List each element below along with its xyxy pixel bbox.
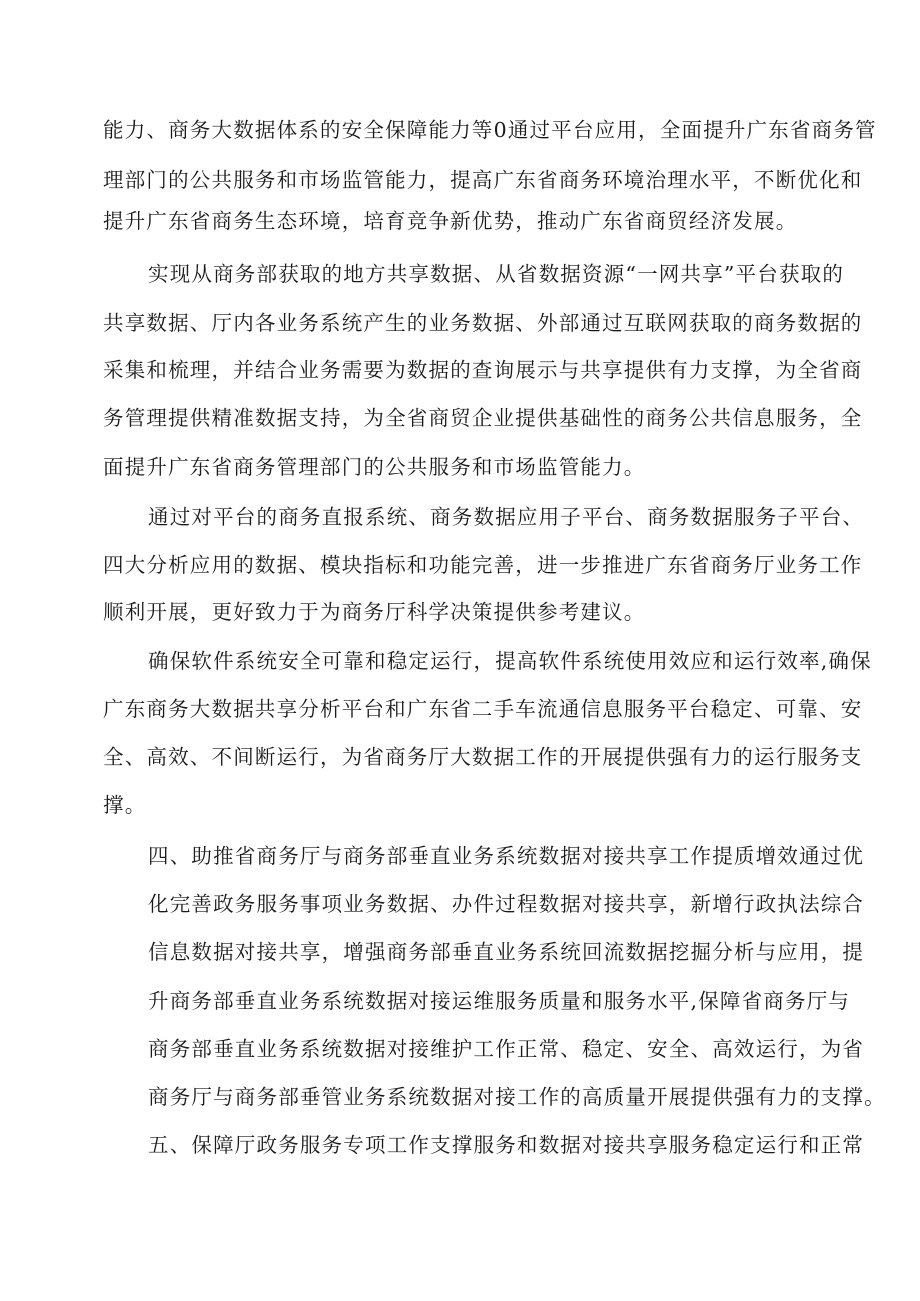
text-line: 广东商务大数据共享分析平台和广东省二手车流通信息服务平台稳定、可靠、安 bbox=[103, 697, 863, 721]
text-line: 撑。 bbox=[103, 793, 147, 817]
text-line: 顺利开展，更好致力于为商务厅科学决策提供参考建议。 bbox=[103, 600, 646, 624]
text-line: 升商务部垂直业务系统数据对接运维服务质量和服务水平,保障省商务厅与 bbox=[148, 989, 851, 1013]
text-line: 化完善政务服务事项业务数据、办件过程数据对接共享，新增行政执法综合 bbox=[148, 892, 865, 916]
text-line: 理部门的公共服务和市场监管能力，提高广东省商务环境治理水平，不断优化和 bbox=[103, 168, 863, 192]
text-line: 五、保障厅政务服务专项工作支撑服务和数据对接共享服务稳定运行和正常 bbox=[148, 1133, 865, 1157]
text-line: 共享数据、厅内各业务系统产生的业务数据、外部通过互联网获取的商务数据的 bbox=[103, 311, 863, 335]
text-line: 四大分析应用的数据、模块指标和功能完善，进一步推进广东省商务厅业务工作 bbox=[103, 553, 863, 577]
text-line: 务管理提供精准数据支持，为全省商贸企业提供基础性的商务公共信息服务，全 bbox=[103, 406, 863, 430]
text-line: 通过对平台的商务直报系统、商务数据应用子平台、商务数据服务子平台、 bbox=[148, 505, 865, 529]
text-line: 实现从商务部获取的地方共享数据、从省数据资源“一网共享”平台获取的 bbox=[148, 262, 845, 286]
text-line: 商务部垂直业务系统数据对接维护工作正常、稳定、安全、高效运行，为省 bbox=[148, 1037, 865, 1061]
text-line: 全、高效、不间断运行，为省商务厅大数据工作的开展提供强有力的运行服务支 bbox=[103, 745, 863, 769]
text-line: 确保软件系统安全可靠和稳定运行，提高软件系统使用效应和运行效率,确保 bbox=[148, 649, 872, 673]
text-line: 能力、商务大数据体系的安全保障能力等0通过平台应用，全面提升广东省商务管 bbox=[103, 118, 877, 142]
text-line: 商务厅与商务部垂管业务系统数据对接工作的高质量开展提供强有力的支撑。 bbox=[148, 1085, 886, 1109]
text-line: 采集和梳理，并结合业务需要为数据的查询展示与共享提供有力支撑，为全省商 bbox=[103, 358, 863, 382]
text-line: 提升广东省商务生态环境，培育竞争新优势，推动广东省商贸经济发展。 bbox=[103, 209, 798, 233]
text-line: 四、助推省商务厅与商务部垂直业务系统数据对接共享工作提质增效通过优 bbox=[148, 844, 865, 868]
text-line: 信息数据对接共享，增强商务部垂直业务系统回流数据挖掘分析与应用，提 bbox=[148, 940, 865, 964]
text-line: 面提升广东省商务管理部门的公共服务和市场监管能力。 bbox=[103, 455, 646, 479]
